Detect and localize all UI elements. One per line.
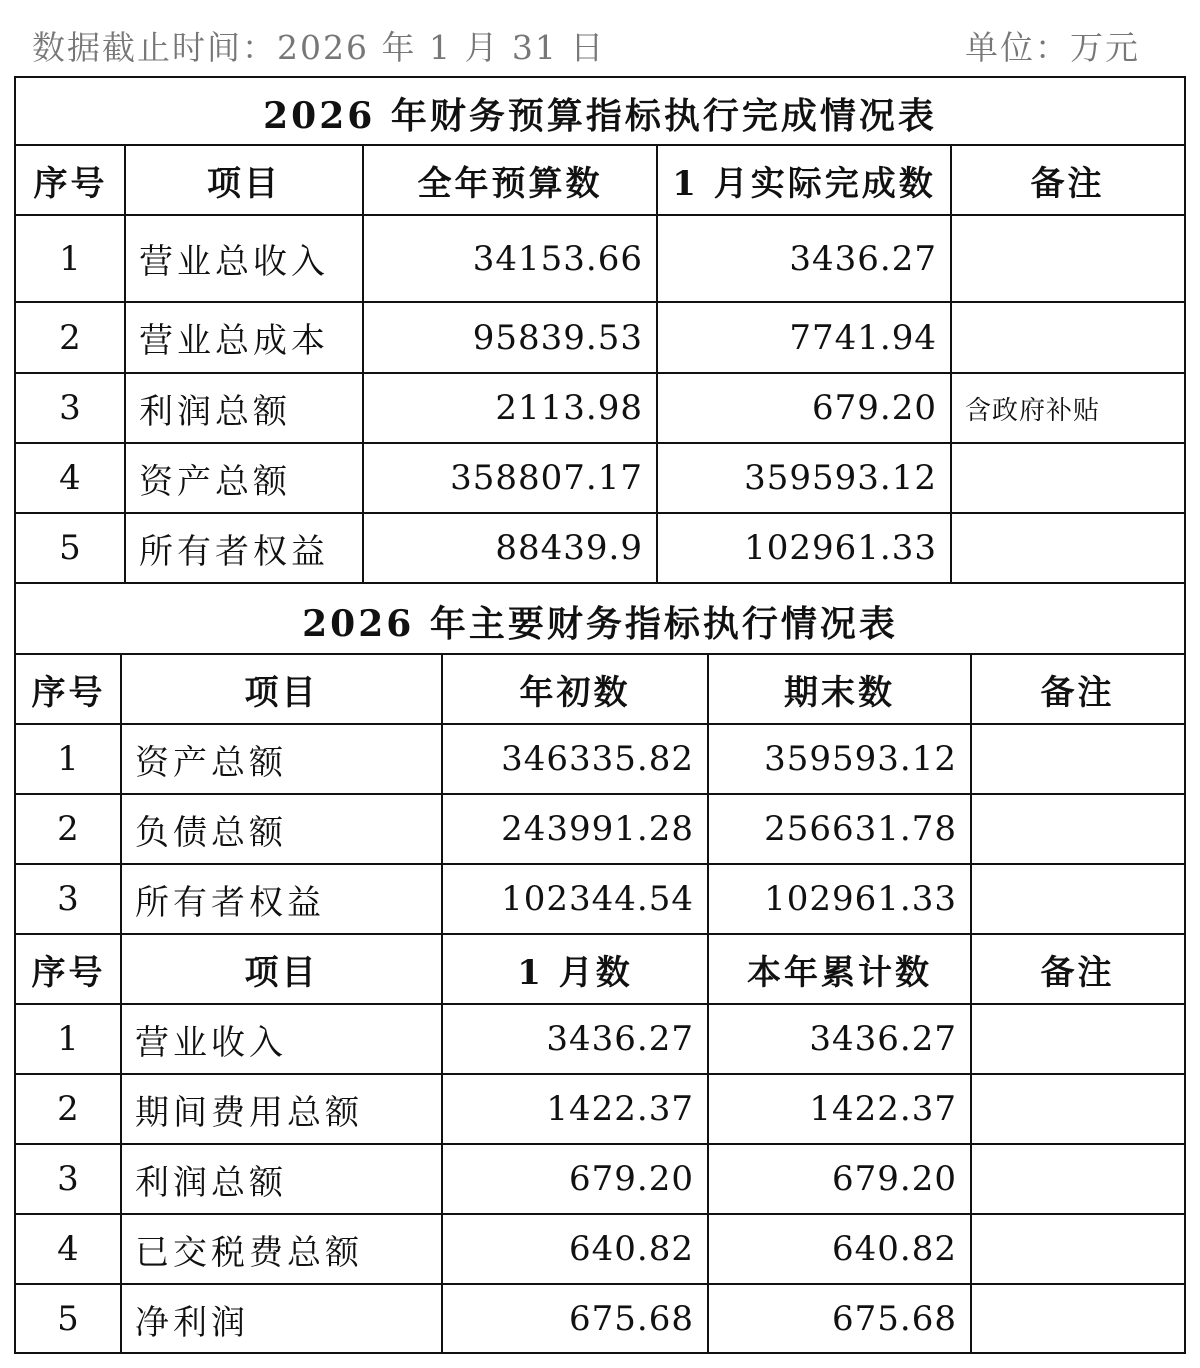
row-item: 所有者权益 xyxy=(139,531,329,572)
row-jan: 679.20 xyxy=(569,1159,694,1199)
row-item: 利润总额 xyxy=(139,391,291,432)
row-jan-actual: 3436.27 xyxy=(789,238,937,279)
row-opening: 346335.82 xyxy=(501,739,694,779)
row-jan-actual: 359593.12 xyxy=(744,458,937,498)
row-seq: 2 xyxy=(57,809,80,849)
header-jan-actual: 1 月实际完成数 xyxy=(672,163,936,204)
row-seq: 4 xyxy=(59,458,82,498)
row-jan-actual: 102961.33 xyxy=(744,528,937,568)
row-item: 期间费用总额 xyxy=(135,1092,363,1133)
row-ytd: 3436.27 xyxy=(809,1019,957,1059)
row-remarks xyxy=(971,724,1184,794)
row-remarks xyxy=(971,1004,1184,1074)
row-remarks xyxy=(951,215,1184,302)
header-jan: 1 月数 xyxy=(517,952,633,993)
row-item: 营业总收入 xyxy=(139,242,329,282)
row-opening: 102344.54 xyxy=(501,879,694,919)
row-closing: 359593.12 xyxy=(764,739,957,779)
header-annual-budget: 全年预算数 xyxy=(417,163,603,204)
row-item: 已交税费总额 xyxy=(135,1232,363,1273)
row-remarks xyxy=(971,1214,1184,1284)
row-remarks xyxy=(951,513,1184,583)
row-item: 资产总额 xyxy=(135,742,287,783)
row-jan: 675.68 xyxy=(569,1299,694,1339)
header-opening: 年初数 xyxy=(519,672,631,713)
row-jan: 640.82 xyxy=(569,1229,694,1269)
row-ytd: 640.82 xyxy=(832,1229,957,1269)
header-remarks: 备注 xyxy=(1040,952,1115,993)
header-seq: 序号 xyxy=(31,952,106,993)
indicator-table-title: 2026 年主要财务指标执行情况表 xyxy=(302,603,898,645)
header-remarks: 备注 xyxy=(1030,163,1105,204)
row-jan: 3436.27 xyxy=(546,1019,694,1059)
header-item: 项目 xyxy=(244,952,319,993)
row-seq: 3 xyxy=(57,1159,80,1199)
row-opening: 243991.28 xyxy=(501,809,694,849)
header-ytd: 本年累计数 xyxy=(747,952,932,993)
row-remarks xyxy=(971,864,1184,934)
row-seq: 3 xyxy=(57,879,80,919)
row-item: 负债总额 xyxy=(135,812,287,853)
row-annual-budget: 2113.98 xyxy=(495,388,643,428)
row-jan-actual: 679.20 xyxy=(812,388,937,428)
row-seq: 1 xyxy=(59,238,82,279)
header-remarks: 备注 xyxy=(1040,672,1115,713)
row-item: 营业收入 xyxy=(135,1022,287,1063)
row-jan-actual: 7741.94 xyxy=(789,317,937,358)
row-remarks xyxy=(971,794,1184,864)
row-remarks: 含政府补贴 xyxy=(965,395,1101,426)
row-remarks xyxy=(971,1284,1184,1354)
row-remarks xyxy=(951,302,1184,373)
row-ytd: 675.68 xyxy=(832,1299,957,1339)
row-seq: 2 xyxy=(59,317,82,358)
budget-table-title: 2026 年财务预算指标执行完成情况表 xyxy=(263,95,937,137)
row-seq: 3 xyxy=(59,388,82,428)
row-annual-budget: 95839.53 xyxy=(472,317,643,358)
header-seq: 序号 xyxy=(31,672,106,713)
header-closing: 期末数 xyxy=(784,672,895,713)
row-item: 营业总成本 xyxy=(139,321,329,361)
row-ytd: 1422.37 xyxy=(809,1089,957,1129)
row-ytd: 679.20 xyxy=(832,1159,957,1199)
row-remarks xyxy=(971,1144,1184,1214)
row-remarks xyxy=(951,443,1184,513)
row-remarks xyxy=(971,1074,1184,1144)
row-item: 利润总额 xyxy=(135,1162,287,1203)
row-seq: 1 xyxy=(57,739,80,779)
header-item: 项目 xyxy=(244,672,319,713)
row-item: 资产总额 xyxy=(139,461,291,502)
row-seq: 5 xyxy=(57,1299,80,1339)
row-closing: 256631.78 xyxy=(764,809,957,849)
row-seq: 1 xyxy=(57,1019,80,1059)
row-item: 净利润 xyxy=(135,1302,249,1343)
row-seq: 5 xyxy=(59,528,82,568)
header-seq: 序号 xyxy=(33,163,108,204)
header-item: 项目 xyxy=(207,163,281,204)
row-annual-budget: 358807.17 xyxy=(450,458,643,498)
cutoff-date-text: 数据截止时间：2026 年 1 月 31 日 xyxy=(32,28,606,67)
row-closing: 102961.33 xyxy=(764,879,957,919)
row-jan: 1422.37 xyxy=(546,1089,694,1129)
row-seq: 2 xyxy=(57,1089,80,1129)
document-header xyxy=(0,0,1200,78)
unit-text: 单位：万元 xyxy=(965,28,1140,67)
row-annual-budget: 34153.66 xyxy=(472,238,643,279)
row-annual-budget: 88439.9 xyxy=(495,528,643,568)
row-item: 所有者权益 xyxy=(135,882,325,923)
row-seq: 4 xyxy=(57,1229,80,1269)
